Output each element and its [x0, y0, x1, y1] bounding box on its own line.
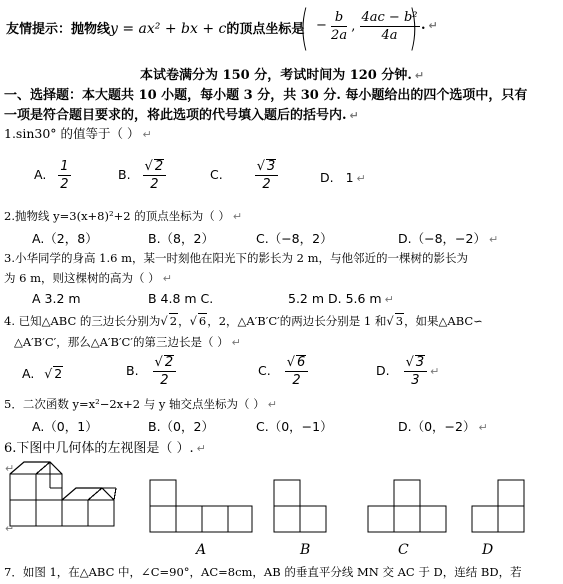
q1-stem: 1.sin30° 的值等于（ ） ↵ — [4, 126, 152, 141]
section1-line2: 一项是符合题目要求的，将此选项的代号填入题后的括号内. ↵ — [4, 108, 359, 123]
para-mark: ↵ — [5, 522, 15, 535]
q2-option-d: D.（−8，−2） ↵ — [398, 231, 499, 246]
view-option-d — [470, 478, 530, 538]
q4-option-a: A. √ 2 — [22, 366, 63, 381]
view-option-b — [272, 478, 332, 538]
left-paren: ( — [300, 2, 309, 57]
q3-line2: 为 6 m，则这棵树的高为（ ） ↵ — [4, 271, 172, 285]
hint-label: 友情提示：抛物线 — [6, 22, 111, 37]
para-mark: ↵ — [5, 462, 15, 475]
solid-figure — [0, 452, 120, 540]
view-option-a — [148, 478, 254, 538]
view-label-d: D — [482, 542, 494, 558]
hint-vertex-text: 的顶点坐标是 — [226, 22, 305, 37]
q5-option-c: C.（0，−1） — [256, 419, 333, 434]
q5-option-d: D.（0，−2） ↵ — [398, 419, 488, 434]
q6-stem: 6.下图中几何体的左视图是（ ）. ↵ — [4, 441, 206, 456]
vy-denominator: 4a — [381, 28, 398, 43]
q1-option-a: A. $\frac{1}{2}$ — [34, 159, 69, 192]
hint-line — [6, 18, 304, 37]
exam-info: 本试卷满分为 150 分，考试时间为 120 分钟. ↵ — [140, 68, 425, 83]
q4-line2: △A′B′C′，那么△A′B′C′的第三边长是（ ） ↵ — [14, 335, 241, 349]
section1-line1: 一、选择题：本大题共 10 小题，每小题 3 分，共 30 分. 每小题给出的四个选项中，只有 — [4, 88, 528, 103]
right-paren: ) — [409, 2, 418, 57]
vertex-formula: − $\frac{b}{2a}$ , $\frac{\text{4ac − b²}}{4a}$ — [316, 10, 418, 43]
q2-stem: 2.抛物线 y=3(x+8)²+2 的顶点坐标为（ ） ↵ — [4, 209, 243, 223]
vx-numerator: b — [331, 9, 347, 27]
q3-line1: 3.小华同学的身高 1.6 m，某一时刻他在阳光下的影长为 2 m，与他邻近的一棵树的影长为 — [4, 251, 469, 265]
q1-option-b: B. $\frac{√ 2}{2}$ — [118, 158, 166, 193]
view-label-a: A — [196, 542, 207, 558]
q1-option-c: C. $\frac{√ 3}{2}$ — [210, 158, 278, 193]
q4-line1: 4. 已知△ABC 的三边长分别为√ 2，√ 6，2，△A′B′C′的两边长分别是 1 和√ 3，如果△ABC∽ — [4, 314, 483, 328]
hint-formula: y = ax² + bx + c — [110, 21, 227, 37]
q4-option-c: C. $\frac{√ 6}{2}$ — [258, 354, 308, 389]
q1-option-d: D. 1 ↵ — [320, 170, 366, 185]
q3-option-cd: 5.2 m D. 5.6 m ↵ — [288, 291, 394, 306]
q5-option-a: A.（0，1） — [32, 419, 98, 434]
q4-option-d: D. $\frac{√ 3}{3}$ ↵ — [376, 355, 440, 388]
view-label-b: B — [300, 542, 311, 558]
q4-option-b: B. $\frac{√ 2}{2}$ — [126, 354, 176, 389]
q2-option-c: C.（−8，2） — [256, 231, 333, 246]
view-option-c — [366, 478, 450, 538]
q7-stem: 7．如图 1，在△ABC 中，∠C=90°，AC=8cm，AB 的垂直平分线 MN 交 AC 于 D，连结 BD，若 — [4, 565, 522, 579]
q5-option-b: B.（0，2） — [148, 419, 214, 434]
q3-option-b: B 4.8 m C. — [148, 291, 214, 306]
q2-option-b: B.（8，2） — [148, 231, 214, 246]
view-label-c: C — [398, 542, 409, 558]
vy-numerator: 4ac − b² — [361, 10, 418, 25]
q5-stem: 5．二次函数 y=x²−2x+2 与 y 轴交点坐标为（ ） ↵ — [4, 397, 277, 411]
hint-end: . ↵ — [421, 18, 438, 33]
q2-option-a: A.（2，8） — [32, 231, 98, 246]
q3-option-a: A 3.2 m — [32, 291, 81, 306]
vx-denominator: 2a — [331, 28, 348, 43]
